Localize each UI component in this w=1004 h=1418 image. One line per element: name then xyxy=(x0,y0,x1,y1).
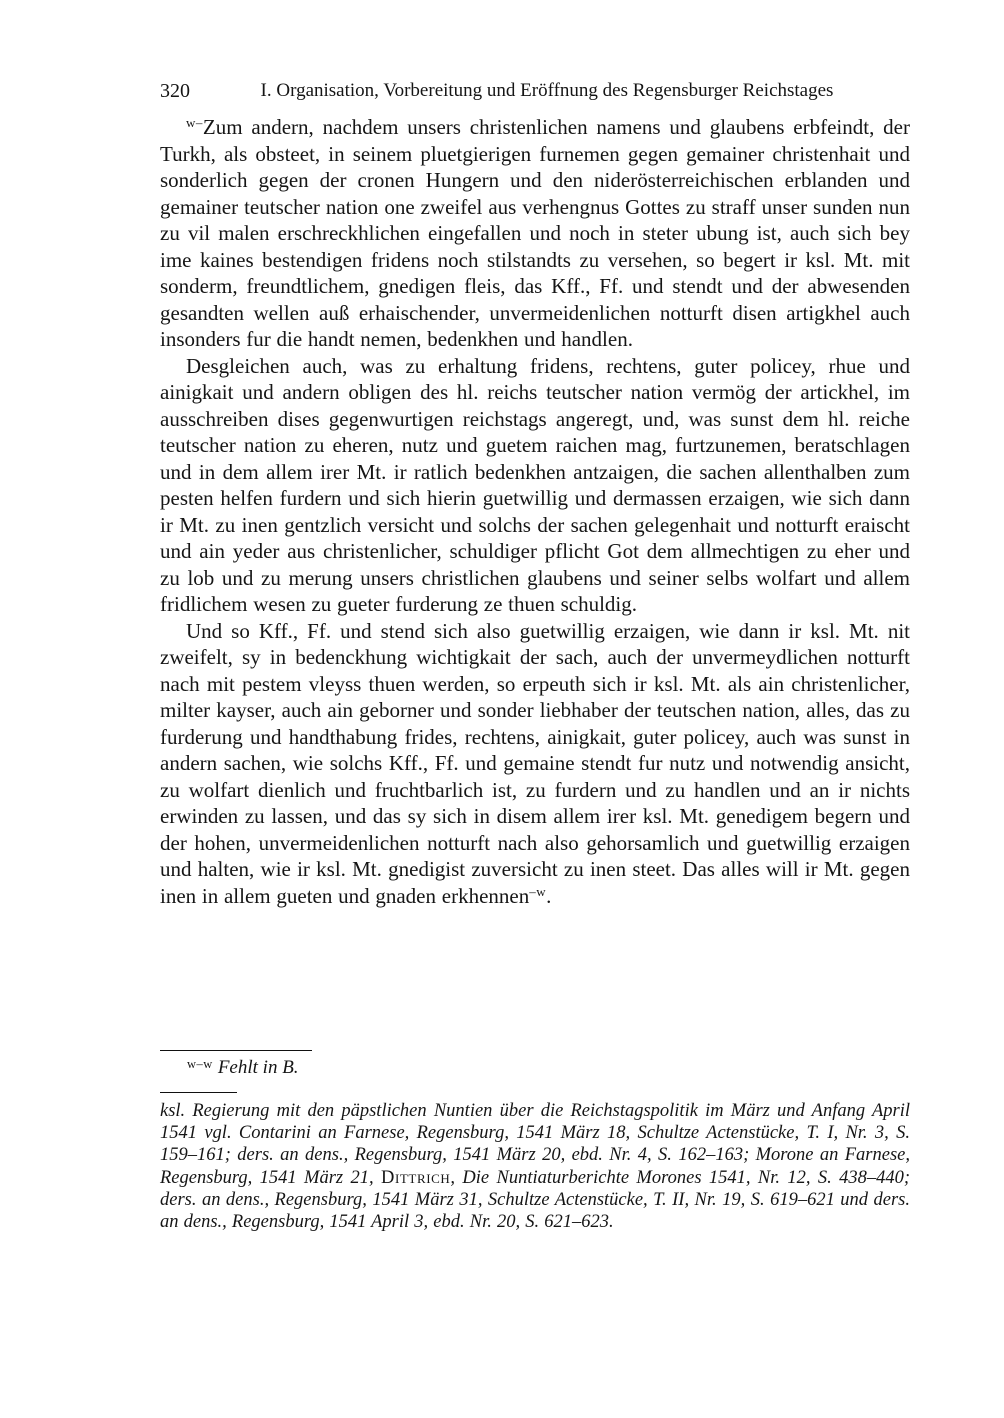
main-text-block xyxy=(160,114,910,909)
variant-footnote-text: Fehlt in B. xyxy=(217,1057,299,1078)
paragraph-1 xyxy=(160,114,910,353)
footnote-separator-rule xyxy=(160,1050,312,1051)
running-header xyxy=(160,79,910,103)
chapter-running-title: I. Organisation, Vorbereitung und Eröffnung des Regensburger Reichstages xyxy=(260,80,834,101)
footnote-continuation-rule xyxy=(160,1092,237,1093)
variant-marker-close: –w xyxy=(529,883,547,899)
variant-marker-open: w– xyxy=(186,115,203,130)
continued-footnote-text xyxy=(160,1100,910,1233)
paragraph-3-closing-punctuation: . xyxy=(546,883,552,908)
page-number: 320 xyxy=(160,80,190,102)
footnote-area xyxy=(160,1050,910,1233)
footnote-segment-italic: ksl. Regierung mit den päpstlichen Nuntien über die Reichstagspolitik im März und Anfang April 1541 vgl. Contarini an Farnese, Regensburg, 1541 März 18, Schultze Actenstücke, T. I, Nr. 3, S. 159–161; ders. an dens., Regensburg, 1541 März 20, ebd. Nr. 4, S. 162–163; Morone an Farnese, Regensburg, 1541 März 21, xyxy=(160,1101,910,1188)
paragraph-1-text: Zum andern, nachdem unsers christenlichen namens und glaubens erbfeindt, der Turkh, als obsteet, in seinem pluetgierigen furnemen gegen gemainer christenhait und sonderlich gegen der cronen Hungern und den niderösterreichischen erblanden und gemainer teutscher nation one zweifel aus verhengnus Gottes zu straff unser sunden nun zu vil malen erschreckhlichen eingefallen und noch in steter ubung ist, auch sich bey ime kaines bestendigen fridens noch stilstandts zu versehen, so begert ir ksl. Mt. mit sonderm, freundtlichem, gnedigen fleis, das Kff., Ff. und stendt und der abwesenden gesandten wellen auß erhaischender, unvermeidenlichen notturft disen artigkhel auch insonders fur die handt nemen, bedenkhen und handlen. xyxy=(160,115,910,351)
variant-footnote xyxy=(160,1056,910,1079)
paragraph-3-text: Und so Kff., Ff. und stend sich also guetwillig erzaigen, wie dann ir ksl. Mt. nit zweifelt, sy in bedenckhung wichtigkait der sach, auch der unvermeydlichen notturft nach mit pestem vleyss thuen werden, so erpeuth sich ir ksl. Mt. als ain christenlicher, milter kayser, auch ain geborner und sonder liebhaber der teutschen nation, alles, das zu furderung und handthabung frides, rechtens, ainigkait, guter policey, auch was sunst in andern sachen, wie solchs Kff., Ff. und gemaine stendt fur nutz und notwendig ansicht, zu wolfart dienlich und fruchtbarlich ist, zu furdern und zu handlen und an ir nichts erwinden zu lassen, und das sy sich in disem allem irer ksl. Mt. genedigem begern und der hohen, unvermeidenlichen notturft nach also gehorsamlich und guetwillig erzaigen und halten, wie ir ksl. Mt. gnedigist zuversicht zu inen steet. Das alles will ir Mt. gegen inen in allem gueten und gnaden erkhennen xyxy=(160,618,910,908)
variant-footnote-marker: w–w xyxy=(187,1057,213,1071)
paragraph-2 xyxy=(160,353,910,618)
footnote-segment-smallcaps: Dittrich xyxy=(380,1167,451,1188)
paragraph-2-text: Desgleichen auch, was zu erhaltung fridens, rechtens, guter policey, rhue und ainigkait und andern obligen des hl. reichs teutscher nation vermög der artickhel, im ausschreiben dises gegenwurtigen reichstags angeregt, und, was sunst dem hl. reiche teutscher nation zu eheren, nutz und guetem raichen mag, furtzunemen, beratschlagen und in dem allem irer Mt. ir ratlich bedenkhen antzaigen, die sachen allenthalben zum pesten helfen furdern und sich hierin guetwillig und dermassen erzaigen, wie sich dann ir Mt. zu inen gentzlich versicht und solchs der sachen gelegenhait und notturft eraischt und ain yeder aus christenlicher, schuldiger pflicht Got dem allmechtigen zu eher und zu lob und zu merung unsers christlichen glaubens und seiner selbs wolfart und allem fridlichem wesen zu gueter furderung ze thuen schuldig. xyxy=(160,353,910,616)
paragraph-3 xyxy=(160,618,910,910)
footnote-segment-italic: , Die Nuntiaturberichte Morones 1541, Nr. 12, S. 438–440; ders. an dens., Regensburg, 1541 März 31, Schultze Actenstücke, T. II, Nr. 19, S. 619–621 und ders. an dens., Regensburg, 1541 April 3, ebd. Nr. 20, S. 621–623. xyxy=(160,1167,911,1233)
